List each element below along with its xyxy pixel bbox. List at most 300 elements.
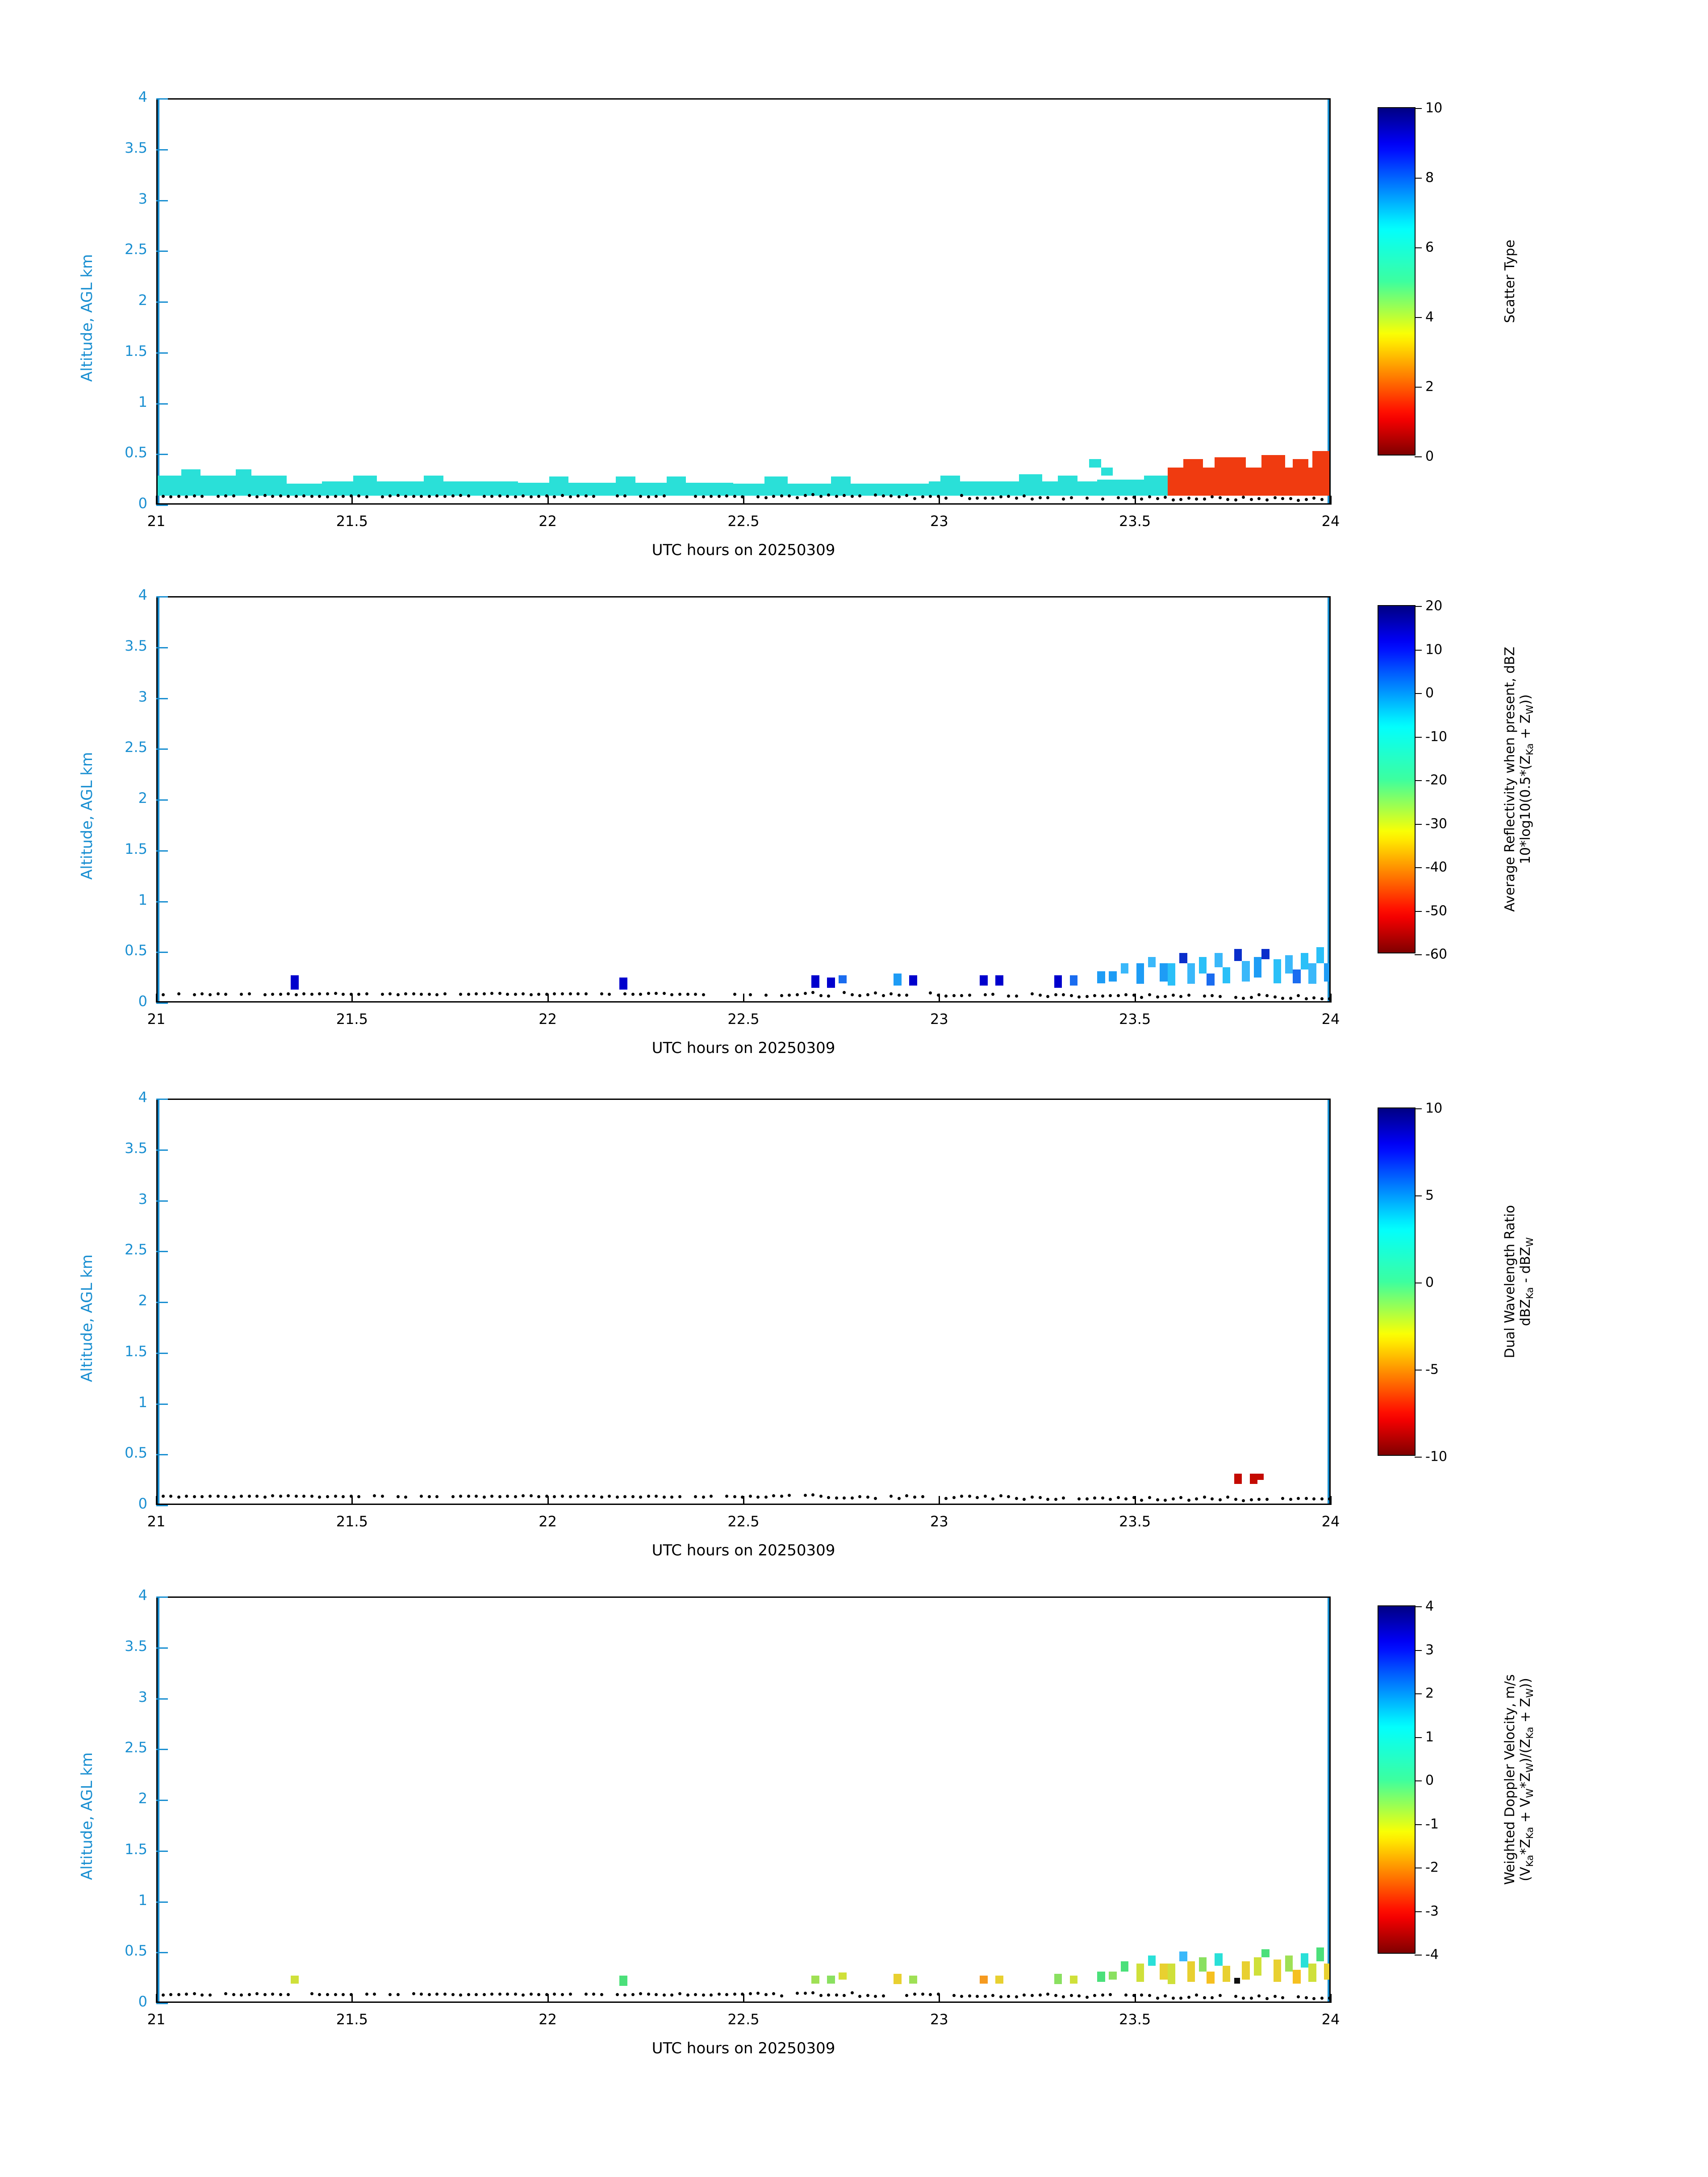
ground-dot [944, 497, 948, 500]
ground-dot [1031, 1496, 1034, 1499]
ground-dot [623, 1495, 626, 1498]
ground-dot [944, 1497, 948, 1500]
ground-dot [334, 1495, 337, 1498]
ground-dot [326, 992, 329, 995]
x-tick [743, 1994, 744, 2003]
data-cell [1097, 1972, 1105, 1982]
data-cell [1148, 1956, 1156, 1966]
data-cell [236, 469, 251, 476]
ground-dot [350, 993, 353, 996]
data-cell [1285, 1956, 1293, 1972]
ground-dot [1226, 1496, 1229, 1499]
ground-dot [592, 1495, 595, 1498]
ground-dot [780, 1994, 783, 1997]
ground-dot [804, 1494, 807, 1497]
data-cell [518, 483, 733, 496]
data-cell [1301, 1953, 1309, 1968]
ground-dot [1211, 1996, 1214, 1999]
ground-dot [1023, 494, 1026, 497]
y-tick [156, 200, 168, 201]
ground-dot [874, 991, 877, 994]
ground-dot [381, 1495, 384, 1498]
ground-dot [733, 993, 736, 996]
ground-dot [169, 1495, 172, 1498]
ground-dot [310, 993, 313, 996]
data-cell [1070, 1976, 1078, 1984]
ground-dot [851, 993, 854, 996]
ground-dot [898, 994, 901, 997]
ground-dot [490, 1993, 493, 1996]
ground-dot [365, 495, 368, 498]
ground-dot [420, 1495, 423, 1498]
ground-dot [741, 1993, 744, 1996]
ground-dot [334, 992, 337, 995]
ground-dot [1117, 1496, 1120, 1499]
ground-dot [1156, 497, 1159, 500]
ground-dot [780, 1495, 783, 1498]
colorbar-tick-label: 2 [1425, 379, 1434, 395]
ground-dot [843, 1994, 846, 1997]
ground-dot [185, 1495, 188, 1498]
data-cell [1121, 963, 1129, 974]
data-cell [831, 476, 851, 484]
ground-dot [1289, 497, 1292, 500]
data-cell [1070, 975, 1078, 986]
y-tick-label: 1.5 [125, 840, 147, 857]
ground-dot [1093, 1496, 1096, 1500]
ground-dot [1086, 995, 1089, 998]
y-tick-label: 4 [138, 88, 147, 105]
x-tick [743, 496, 744, 505]
x-tick [156, 1994, 157, 2003]
ground-dot [404, 495, 407, 498]
ground-dot [921, 495, 924, 498]
ground-dot [200, 495, 204, 498]
ground-dot [1140, 497, 1143, 501]
ground-dot [1320, 498, 1324, 501]
colorbar-tick-label: 5 [1425, 1187, 1434, 1203]
colorbar-tick [1415, 1693, 1422, 1694]
x-tick-label: 22 [539, 1011, 557, 1028]
ground-dot [749, 1992, 752, 1995]
ground-dot [1179, 1997, 1182, 2000]
ground-dot [412, 495, 415, 498]
ground-dot [1328, 1997, 1331, 2000]
ground-dot [310, 1495, 313, 1498]
ground-dot [984, 993, 987, 996]
x-tick-label: 21.5 [336, 1011, 368, 1028]
ground-dot [913, 1496, 916, 1499]
ground-dot [1124, 1993, 1128, 1997]
y-tick-label: 2 [138, 790, 147, 806]
x-tick [1330, 496, 1332, 505]
x-tick-label: 23.5 [1119, 1011, 1151, 1028]
ground-dot [255, 1992, 259, 1995]
ground-dot [162, 993, 165, 996]
ground-dot [162, 1495, 165, 1498]
ground-dot [702, 993, 705, 996]
ground-dot [255, 495, 259, 498]
ground-dot [1148, 1496, 1151, 1499]
data-cell [1293, 969, 1301, 984]
y-tick-label: 2 [138, 292, 147, 309]
ground-dot [467, 1993, 470, 1996]
data-cell [181, 469, 201, 476]
ground-dot [217, 1495, 220, 1498]
ground-dot [780, 494, 783, 497]
x-axis-label-4: UTC hours on 20250309 [651, 2039, 835, 2057]
ground-dot [1148, 1994, 1151, 1997]
x-axis-label-3: UTC hours on 20250309 [651, 1542, 835, 1559]
data-cell [940, 476, 960, 482]
y-tick-label: 2.5 [125, 739, 147, 756]
ground-dot [913, 497, 916, 500]
ground-dot [1195, 497, 1198, 501]
x-axis-label-2: UTC hours on 20250309 [651, 1039, 835, 1057]
ground-dot [585, 1495, 588, 1498]
ground-dot [459, 1495, 462, 1498]
colorbar-tick [1415, 247, 1422, 248]
data-cell [1160, 1964, 1168, 1980]
ground-dot [733, 1993, 736, 1996]
x-tick [939, 1994, 940, 2003]
ground-dot [1164, 995, 1167, 998]
ground-dot [459, 494, 462, 497]
x-tick [1135, 496, 1136, 505]
ground-dot [1132, 994, 1136, 997]
ground-dot [1320, 997, 1324, 1000]
ground-dot [506, 993, 509, 996]
ground-dot [224, 494, 227, 497]
ground-dot [1015, 994, 1018, 998]
x-tick-label: 21 [147, 1513, 166, 1530]
x-tick-label: 21 [147, 513, 166, 530]
ground-dot [1015, 1995, 1018, 1998]
ground-dot [1257, 1498, 1261, 1501]
ground-dot [756, 1992, 760, 1995]
data-cell [1316, 947, 1324, 963]
ground-dot [999, 1494, 1002, 1497]
data-cell [1097, 971, 1105, 983]
ground-dot [1226, 498, 1229, 501]
ground-dot [811, 493, 814, 496]
colorbar-tick-label: 1 [1425, 1729, 1434, 1745]
ground-dot [232, 494, 235, 497]
y-tick [156, 1749, 168, 1750]
x-tick [743, 1496, 744, 1505]
data-cell [733, 484, 929, 496]
ground-dot [678, 993, 681, 996]
ground-dot [498, 992, 501, 995]
ground-dot [749, 993, 752, 996]
ground-dot [576, 1495, 580, 1498]
x-tick [939, 994, 940, 1003]
ground-dot [741, 495, 744, 498]
ground-dot [725, 1993, 728, 1996]
x-tick-label: 22.5 [727, 1011, 760, 1028]
ground-dot [999, 495, 1002, 498]
ground-dot [177, 1496, 180, 1499]
ground-dot [882, 994, 885, 997]
ground-dot [397, 1495, 400, 1498]
ground-dot [295, 1495, 298, 1498]
ground-dot [1242, 496, 1245, 499]
ground-dot [263, 993, 267, 996]
ground-dot [772, 1494, 775, 1497]
y-tick-label: 1 [138, 1891, 147, 1909]
ground-dot [373, 1494, 376, 1497]
ground-dot [483, 992, 486, 995]
ground-dot [569, 992, 572, 995]
ground-dot [1274, 995, 1277, 999]
ground-dot [326, 495, 329, 498]
ground-dot [1086, 497, 1089, 500]
ground-dot [302, 1495, 305, 1498]
y-axis-right-1 [1328, 100, 1329, 503]
ground-dot [1101, 1496, 1104, 1500]
ground-dot [686, 993, 689, 996]
ground-dot [1148, 495, 1151, 498]
ground-dot [553, 1993, 556, 1996]
ground-dot [710, 495, 713, 498]
ground-dot [287, 1993, 290, 1996]
y-axis-left-3 [158, 1100, 159, 1504]
ground-dot [1031, 1994, 1034, 1997]
ground-dot [1164, 496, 1167, 499]
ground-dot [843, 1496, 846, 1500]
data-cell [1121, 1961, 1129, 1972]
data-cell [827, 1976, 835, 1984]
ground-dot [788, 994, 791, 997]
colorbar-tick-label: 0 [1425, 1274, 1434, 1291]
ground-dot [647, 992, 650, 995]
x-tick-label: 21.5 [336, 2011, 368, 2028]
colorbar-label-line1: Dual Wavelength Ratio [1502, 1205, 1518, 1358]
colorbar-tick [1415, 780, 1422, 781]
colorbar-tick [1415, 911, 1422, 912]
ground-dot [553, 495, 556, 498]
ground-dot [1257, 1994, 1261, 1997]
ground-dot [428, 1495, 431, 1498]
y-axis-label-4: Altitude, AGL km [78, 1752, 96, 1880]
colorbar-tick-label: -1 [1425, 1816, 1439, 1832]
ground-dot [1007, 1495, 1010, 1498]
x-tick [1135, 994, 1136, 1003]
x-tick-label: 23 [930, 513, 948, 530]
ground-dot [545, 1495, 548, 1498]
ground-dot [1289, 997, 1292, 1000]
x-tick [351, 496, 353, 505]
x-tick [547, 994, 549, 1003]
ground-dot [1274, 1995, 1277, 1998]
ground-dot [310, 495, 313, 498]
y-tick [156, 647, 168, 648]
ground-dot [1257, 993, 1261, 996]
ground-dot [1039, 1496, 1042, 1499]
ground-dot [764, 496, 768, 499]
ground-dot [224, 1495, 227, 1498]
ground-dot [1250, 498, 1253, 501]
ground-dot [177, 992, 180, 995]
ground-dot [882, 1994, 885, 1997]
ground-dot [999, 1995, 1002, 1998]
data-cell [1168, 963, 1176, 986]
x-tick-label: 24 [1321, 513, 1340, 530]
ground-dot [1140, 1499, 1143, 1502]
ground-dot [851, 1991, 854, 1994]
ground-dot [968, 994, 971, 997]
data-cell [1179, 953, 1187, 963]
colorbar-label-line2: $(V_{Ka}*Z_{Ka} + V_W*Z_W)/(Z_{Ka} + Z_W)$) [1517, 1678, 1536, 1881]
data-cell [1234, 1474, 1242, 1484]
ground-dot [318, 1993, 321, 1996]
colorbar-tick-label: -40 [1425, 859, 1447, 875]
y-tick-label: 0.5 [125, 1444, 147, 1462]
ground-dot [310, 1992, 313, 1995]
ground-dot [976, 1995, 979, 1998]
x-tick-label: 23 [930, 1011, 948, 1028]
y-tick-label: 2 [138, 1292, 147, 1309]
ground-dot [1124, 497, 1128, 500]
ground-dot [991, 993, 994, 996]
ground-dot [1297, 1995, 1300, 1998]
colorbar-tick [1415, 954, 1422, 955]
data-cell [1242, 961, 1250, 982]
ground-dot [1312, 497, 1315, 500]
data-cell [1187, 1961, 1195, 1982]
ground-dot [1219, 995, 1222, 998]
ground-dot [388, 494, 392, 497]
data-cell [929, 481, 1105, 496]
ground-dot [388, 992, 392, 995]
ground-dot [561, 1495, 564, 1498]
ground-dot [287, 495, 290, 498]
ground-dot [397, 1993, 400, 1996]
ground-dot [811, 991, 814, 994]
data-cell [1054, 975, 1062, 987]
ground-dot [318, 992, 321, 995]
data-cell [1234, 949, 1242, 961]
x-axis-label-1: UTC hours on 20250309 [651, 541, 835, 559]
ground-dot [764, 1496, 768, 1499]
ground-dot [302, 494, 305, 497]
y-tick [156, 454, 168, 455]
ground-dot [193, 1992, 196, 1995]
data-cell [1242, 1961, 1250, 1980]
colorbar-tick-label: 20 [1425, 598, 1443, 614]
data-cell [894, 974, 902, 986]
data-cell [1215, 1953, 1223, 1965]
y-tick [156, 1698, 168, 1700]
colorbar-tick-label: -50 [1425, 903, 1447, 919]
ground-dot [819, 1495, 823, 1498]
ground-dot [498, 1495, 501, 1498]
ground-dot [984, 1995, 987, 1998]
ground-dot [960, 994, 963, 997]
y-tick-label: 1.5 [125, 342, 147, 359]
y-tick-label: 0 [138, 1495, 147, 1512]
ground-dot [874, 493, 877, 497]
data-cell [291, 1976, 299, 1984]
y-tick [156, 748, 168, 750]
ground-dot [271, 1494, 274, 1497]
data-cell [1019, 474, 1043, 481]
colorbar-tick-label: 2 [1425, 1685, 1434, 1701]
ground-dot [185, 495, 188, 498]
ground-dot [968, 1994, 971, 1997]
ground-dot [1039, 496, 1042, 499]
x-tick-label: 24 [1321, 1513, 1340, 1530]
y-tick [156, 1003, 168, 1004]
y-tick [156, 1505, 168, 1506]
data-cell [1308, 963, 1316, 984]
x-tick-label: 22.5 [727, 513, 760, 530]
ground-dot [209, 993, 212, 996]
y-tick-label: 2.5 [125, 1739, 147, 1756]
ground-dot [1039, 994, 1042, 997]
colorbar-tick [1415, 1108, 1422, 1109]
ground-dot [1062, 1995, 1065, 1998]
y-tick-label: 2 [138, 1790, 147, 1807]
ground-echo-dots [158, 598, 1329, 1001]
colorbar-tick [1415, 1824, 1422, 1825]
ground-dot [1015, 1497, 1018, 1500]
data-cell [1089, 459, 1101, 467]
ground-dot [889, 494, 893, 497]
ground-dot [1320, 1997, 1324, 2000]
ground-dot [843, 991, 846, 994]
ground-dot [608, 993, 611, 996]
ground-dot [443, 992, 447, 995]
ground-dot [1046, 1498, 1049, 1501]
ground-dot [756, 1496, 760, 1499]
y-tick [156, 698, 168, 699]
ground-dot [1328, 997, 1331, 1000]
ground-dot [279, 993, 282, 996]
ground-dot [435, 494, 438, 497]
ground-dot [952, 1994, 956, 1997]
ground-dot [623, 1993, 626, 1997]
ground-dot [1109, 1498, 1112, 1501]
ground-dot [631, 1495, 635, 1498]
x-tick [547, 1994, 549, 2003]
ground-dot [467, 1495, 470, 1498]
ground-dot [686, 1993, 689, 1997]
ground-dot [1297, 994, 1300, 997]
ground-dot [240, 1993, 243, 1997]
colorbar-tick-label: 3 [1425, 1642, 1434, 1658]
ground-dot [835, 495, 838, 498]
ground-dot [561, 992, 564, 995]
ground-dot [827, 1496, 830, 1499]
colorbar-label-line1: Scatter Type [1502, 239, 1518, 323]
ground-dot [1070, 496, 1073, 499]
ground-dot [756, 495, 760, 498]
ground-dot [772, 1992, 775, 1995]
ground-dot [490, 495, 493, 498]
ground-dot [1281, 497, 1284, 500]
data-cell [811, 1976, 819, 1984]
ground-dot [569, 1495, 572, 1498]
ground-dot [702, 495, 705, 498]
ground-dot [342, 993, 345, 996]
ground-dot [929, 991, 932, 994]
ground-dot [490, 992, 493, 995]
ground-dot [851, 1496, 854, 1500]
ground-dot [522, 1494, 525, 1497]
data-cell [1109, 1972, 1117, 1980]
colorbar-tick-label: -10 [1425, 729, 1447, 744]
